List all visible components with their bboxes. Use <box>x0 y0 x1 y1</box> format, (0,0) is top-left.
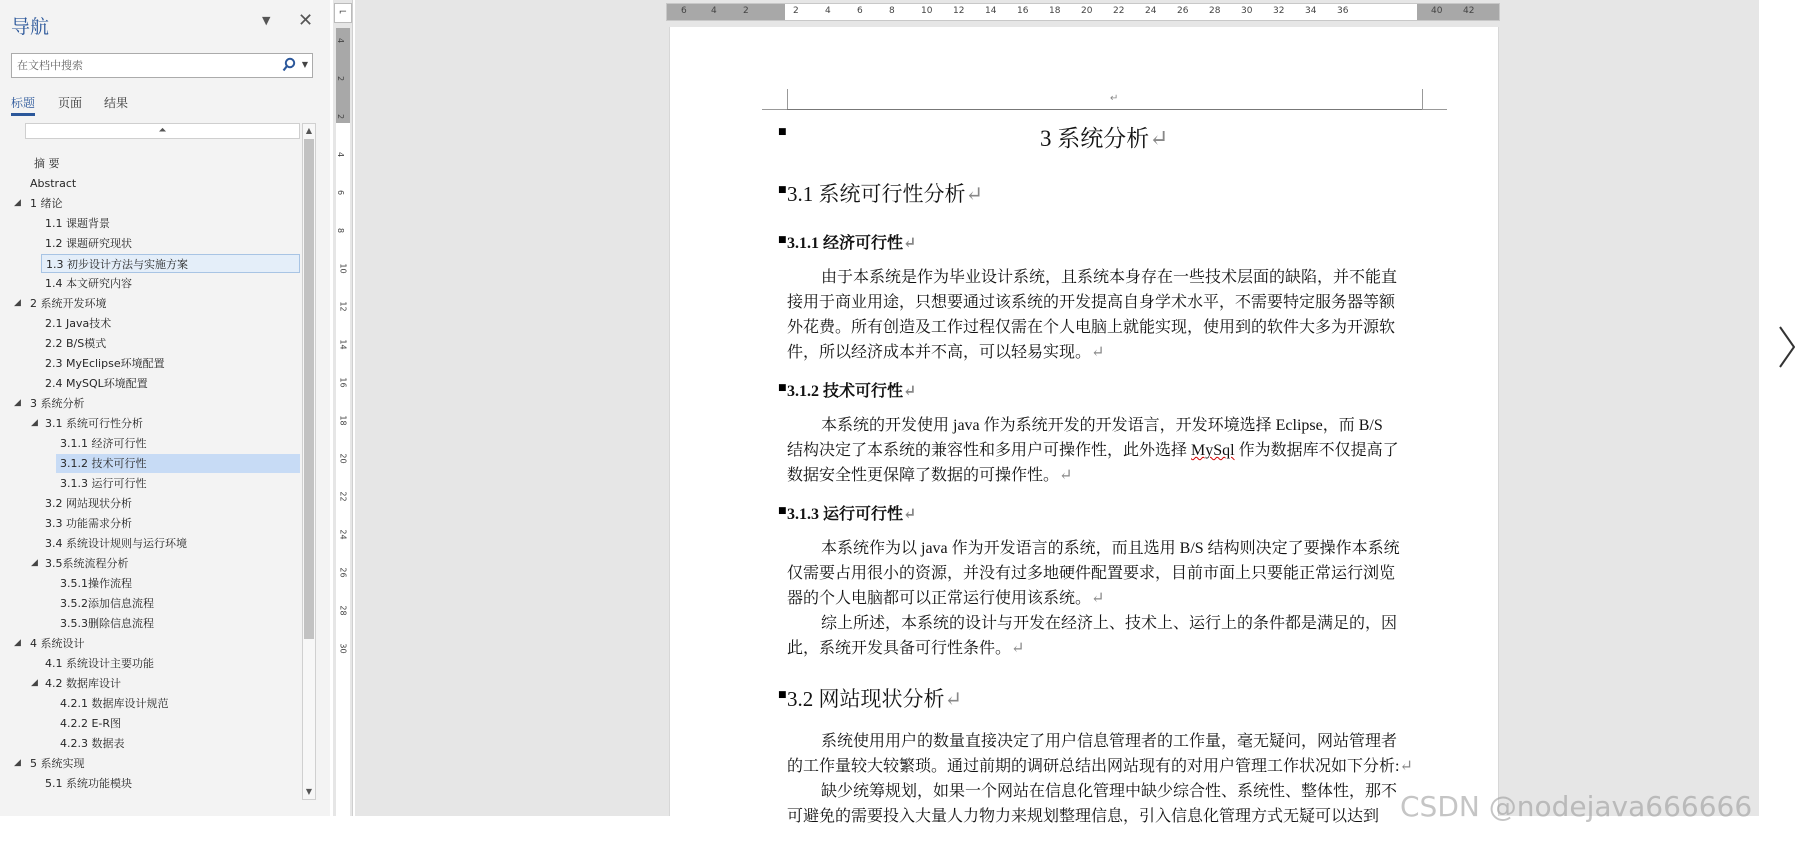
outline-item-label: 2 系统开发环境 <box>30 297 107 310</box>
ruler-number: 2 <box>336 75 346 82</box>
ruler-number: 28 <box>338 605 348 616</box>
outline-item[interactable] <box>14 394 85 413</box>
scroll-down-icon[interactable]: ▼ <box>305 787 313 796</box>
heading-bullet: ■ <box>778 185 787 195</box>
outline-item-label: 1.3 初步设计方法与实施方案 <box>46 258 188 271</box>
outline-item-label: 2.3 MyEclipse环境配置 <box>45 357 165 370</box>
paragraph-line: 的工作量较大较繁琐。通过前期的调研总结出网站现有的对用户管理工作状况如下分析:↵ <box>787 758 1413 775</box>
outline-item[interactable] <box>45 514 132 533</box>
outline-item-label: 4.2.2 E-R图 <box>60 717 122 730</box>
paragraph-line: 缺少统筹规划，如果一个网站在信息化管理中缺少综合性、系统性、整体性，那不 <box>821 783 1398 800</box>
crop-mark <box>1422 89 1423 109</box>
outline-item-label: 3.1.3 运行可行性 <box>60 477 147 490</box>
outline-item[interactable] <box>60 614 154 633</box>
ruler-number: 6 <box>681 6 687 16</box>
paragraph-line: 系统使用用户的数量直接决定了用户信息管理者的工作量，毫无疑问，网站管理者 <box>821 733 1398 750</box>
outline-item[interactable] <box>60 574 132 593</box>
heading-bullet: ■ <box>778 383 787 393</box>
horizontal-ruler-ticks <box>667 4 1499 20</box>
outline-item-label: 3 系统分析 <box>30 397 85 410</box>
document-page[interactable] <box>669 27 1499 825</box>
search-icon[interactable] <box>282 57 296 73</box>
outline-item[interactable] <box>34 154 60 173</box>
ruler-number: 16 <box>1017 6 1029 16</box>
outline-item[interactable] <box>45 234 132 253</box>
outline-item-label: 2.1 Java技术 <box>45 317 112 330</box>
scroll-up-icon[interactable]: ▲ <box>305 126 313 135</box>
expand-triangle-icon[interactable]: ◢ <box>31 558 38 568</box>
outline-item[interactable] <box>60 434 147 453</box>
ruler-number: 14 <box>338 339 348 350</box>
outline-item[interactable] <box>45 354 165 373</box>
outline-item-label: 3.5.1操作流程 <box>60 577 132 590</box>
ruler-number: 24 <box>338 529 348 540</box>
outline-item[interactable] <box>45 274 132 293</box>
ruler-number: 12 <box>338 301 348 312</box>
paragraph-mark: ↵ <box>1110 93 1119 104</box>
outline-item[interactable] <box>45 314 111 333</box>
outline-item[interactable] <box>41 254 300 273</box>
outline-item-label: 3.5.2添加信息流程 <box>60 597 154 610</box>
ruler-number: 32 <box>1273 6 1285 16</box>
heading-3-1-3: 3.1.3 运行可行性↵ <box>787 506 917 523</box>
ruler-number: 2 <box>743 6 749 16</box>
ruler-number: 4 <box>336 37 346 44</box>
outline-item-label: 1.2 课题研究现状 <box>45 237 132 250</box>
vertical-ruler-body <box>336 123 350 816</box>
outline-item[interactable] <box>60 714 121 733</box>
ruler-number: 4 <box>336 151 346 158</box>
outline-item-label: 3.5.3删除信息流程 <box>60 617 154 630</box>
outline-item-label: 4.2.1 数据库设计规范 <box>60 697 169 710</box>
paragraph-line: 外花费。所有创造及工作过程仅需在个人电脑上就能实现，使用到的软件大多为开源软 <box>787 319 1396 336</box>
outline-item[interactable] <box>60 474 147 493</box>
outline-item-label: 1.1 课题背景 <box>45 217 110 230</box>
paragraph-line: 仅需要占用很小的资源，并没有过多地硬件配置要求，目前市面上只要能正常运行浏览 <box>787 565 1396 582</box>
ruler-number: 22 <box>1113 6 1125 16</box>
ruler-number: 28 <box>1209 6 1221 16</box>
tab-pages[interactable]: 页面 <box>58 96 83 110</box>
ruler-number: 36 <box>1337 6 1349 16</box>
navigation-pane <box>0 0 330 816</box>
outline-item-label: Abstract <box>30 177 77 190</box>
ruler-number: 24 <box>1145 6 1157 16</box>
ruler-number: 4 <box>825 6 831 16</box>
outline-item[interactable] <box>30 174 76 193</box>
ruler-number: 26 <box>338 567 348 578</box>
outline-item-label: 3.1.2 技术可行性 <box>60 457 147 470</box>
ruler-number: 30 <box>338 643 348 654</box>
ruler-number: 2 <box>336 113 346 120</box>
heading-3-2: 3.2 网站现状分析↵ <box>787 687 963 711</box>
expand-triangle-icon[interactable]: ◢ <box>14 298 21 308</box>
paragraph-line: 本系统的开发使用 java 作为系统开发的开发语言，开发环境选择 Eclipse，而 B/S <box>821 417 1383 434</box>
heading-bullet: ■ <box>778 127 787 137</box>
outline-item[interactable] <box>45 494 132 513</box>
paragraph-line: 接用于商业用途，只想要通过该系统的开发提高自身学术水平，不需要特定服务器等额 <box>787 294 1396 311</box>
paragraph-line: 本系统作为以 java 作为开发语言的系统，而且选用 B/S 结构则决定了要操作本系统 <box>821 540 1400 557</box>
ruler-number: 30 <box>1241 6 1253 16</box>
outline-item[interactable] <box>14 634 85 653</box>
outline-item[interactable] <box>31 554 129 573</box>
ruler-number: 6 <box>336 189 346 196</box>
ruler-number: 20 <box>1081 6 1093 16</box>
ruler-number: 40 <box>1431 6 1443 16</box>
paragraph-line: 器的个人电脑都可以正常运行使用该系统。↵ <box>787 590 1105 607</box>
tab-headings[interactable]: 标题 <box>11 96 36 110</box>
outline-item[interactable] <box>31 414 143 433</box>
ruler-number: 22 <box>338 491 348 502</box>
vertical-ruler[interactable] <box>333 0 353 816</box>
heading-3-1-2: 3.1.2 技术可行性↵ <box>787 383 917 400</box>
outline-item-label: 3.1 系统可行性分析 <box>45 417 143 430</box>
collapse-all-icon[interactable]: ⏶ <box>25 123 300 139</box>
watermark: CSDN @nodejava666666 <box>1400 790 1753 823</box>
outline-item[interactable] <box>60 694 169 713</box>
search-box <box>11 53 313 78</box>
heading-3-1: 3.1 系统可行性分析↵ <box>787 182 984 206</box>
nav-scrollbar[interactable] <box>302 123 316 800</box>
close-icon[interactable]: ✕ <box>298 10 314 31</box>
expand-triangle-icon[interactable]: ◢ <box>14 198 21 208</box>
outline-item-label: 5 系统实现 <box>30 757 85 770</box>
heading-bullet: ■ <box>778 506 787 516</box>
tab-results[interactable]: 结果 <box>104 96 129 110</box>
outline-item[interactable] <box>14 754 85 773</box>
chapter-title: 3 系统分析↵ <box>1040 126 1169 151</box>
paragraph-line: 件，所以经济成本并不高，可以轻易实现。↵ <box>787 344 1105 361</box>
paragraph-line: 可避免的需要投入大量人力物力来规划整理信息，引入信息化管理方式无疑可以达到 <box>787 808 1380 825</box>
outline-item-label: 1 绪论 <box>30 197 63 210</box>
paragraph-line: 由于本系统是作为毕业设计系统，且系统本身存在一些技术层面的缺陷，并不能直 <box>821 269 1398 286</box>
ruler-number: 18 <box>338 415 348 426</box>
outline-item-label: 4.2 数据库设计 <box>45 677 121 690</box>
outline-item[interactable] <box>45 654 154 673</box>
outline-item[interactable] <box>45 334 106 353</box>
search-options-icon[interactable]: ▼ <box>301 60 308 69</box>
outline-item[interactable] <box>60 734 125 753</box>
ruler-number: 8 <box>889 6 895 16</box>
outline-item-label: 摘 要 <box>34 157 60 170</box>
heading-bullet: ■ <box>778 690 787 700</box>
chevron-down-icon[interactable]: ▼ <box>262 14 271 27</box>
outline-item-label: 4.2.3 数据表 <box>60 737 125 750</box>
expand-triangle-icon[interactable]: ◢ <box>14 638 21 648</box>
ruler-number: 6 <box>857 6 863 16</box>
outline-item[interactable] <box>14 194 63 213</box>
paragraph-line: 综上所述，本系统的设计与开发在经济上、技术上、运行上的条件都是满足的，因 <box>821 615 1398 632</box>
ruler-number: 14 <box>985 6 997 16</box>
outline-item[interactable] <box>45 774 132 793</box>
outline-item-label: 3.4 系统设计规则与运行环境 <box>45 537 187 550</box>
outline-item[interactable] <box>45 374 148 393</box>
outline-item[interactable] <box>45 534 187 553</box>
ruler-number: 10 <box>338 263 348 274</box>
outline-item-label: 5.1 系统功能模块 <box>45 777 132 790</box>
outline-item-label: 3.1.1 经济可行性 <box>60 437 147 450</box>
ruler-number: 42 <box>1463 6 1475 16</box>
tab-selector-icon[interactable]: ⌐ <box>334 3 352 23</box>
horizontal-ruler[interactable] <box>666 3 1500 21</box>
expand-triangle-icon[interactable]: ◢ <box>31 418 38 428</box>
spellcheck-word[interactable]: MySql <box>1191 442 1235 459</box>
outline-item[interactable] <box>45 214 110 233</box>
outline-item[interactable] <box>31 674 121 693</box>
ruler-number: 34 <box>1305 6 1317 16</box>
outline-item[interactable] <box>60 594 154 613</box>
ruler-number: 4 <box>711 6 717 16</box>
outline-item-label: 2.2 B/S模式 <box>45 337 107 350</box>
heading-3-1-1: 3.1.1 经济可行性↵ <box>787 235 917 252</box>
expand-triangle-icon[interactable]: ◢ <box>14 398 21 408</box>
outline-item-label: 2.4 MySQL环境配置 <box>45 377 148 390</box>
heading-outline <box>0 154 300 804</box>
heading-bullet: ■ <box>778 235 787 245</box>
paragraph-line: 数据安全性更保障了数据的可操作性。↵ <box>787 467 1073 484</box>
ruler-number: 20 <box>338 453 348 464</box>
outline-item-label: 4.1 系统设计主要功能 <box>45 657 154 670</box>
outline-item-label: 3.2 网站现状分析 <box>45 497 132 510</box>
header-line <box>787 109 1422 110</box>
ruler-number: 18 <box>1049 6 1061 16</box>
ruler-number: 10 <box>921 6 933 16</box>
chevron-right-icon[interactable] <box>1777 325 1795 369</box>
ruler-number: 2 <box>793 6 799 16</box>
expand-triangle-icon[interactable]: ◢ <box>14 758 21 768</box>
nav-title: 导航 <box>11 16 50 38</box>
ruler-number: 12 <box>953 6 965 16</box>
crop-mark <box>1422 109 1447 110</box>
nav-scroll-thumb[interactable] <box>304 139 314 639</box>
expand-triangle-icon[interactable]: ◢ <box>31 678 38 688</box>
outline-item-label: 4 系统设计 <box>30 637 85 650</box>
ruler-number: 8 <box>336 227 346 234</box>
search-input[interactable] <box>12 54 282 77</box>
outline-item-label: 3.5系统流程分析 <box>45 557 129 570</box>
crop-mark <box>762 109 787 110</box>
crop-mark <box>787 89 788 109</box>
outline-item[interactable] <box>56 454 300 473</box>
outline-item-label: 3.3 功能需求分析 <box>45 517 132 530</box>
paragraph-line: 此，系统开发具备可行性条件。↵ <box>787 640 1025 657</box>
outline-item[interactable] <box>14 294 107 313</box>
ruler-number: 26 <box>1177 6 1189 16</box>
paragraph-line: 结构决定了本系统的兼容性和多用户可操作性，此外选择 MySql 作为数据库不仅提高了 <box>787 442 1399 459</box>
outline-item-label: 1.4 本文研究内容 <box>45 277 132 290</box>
ruler-number: 16 <box>338 377 348 388</box>
